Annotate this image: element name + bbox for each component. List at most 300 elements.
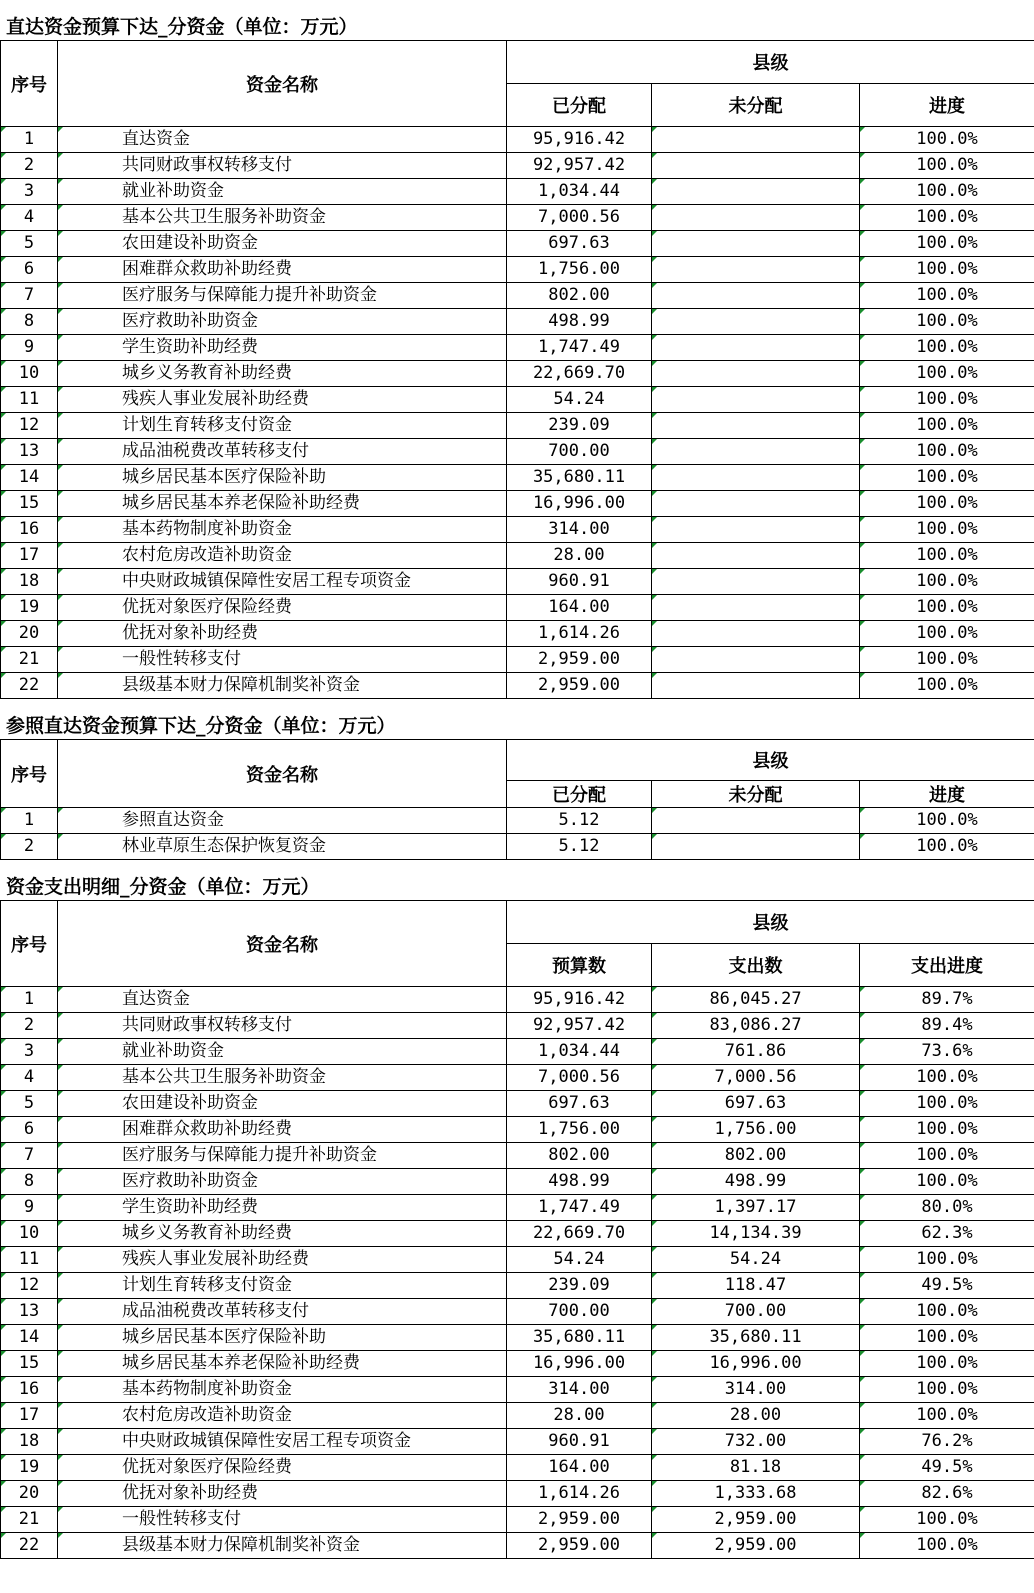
cell-col1: 1,034.44 — [507, 1039, 652, 1065]
header-fund-name: 资金名称 — [58, 740, 507, 808]
cell-index: 2 — [1, 153, 58, 179]
cell-fund-name: 中央财政城镇保障性安居工程专项资金 — [58, 1429, 507, 1455]
cell-col1: 35,680.11 — [507, 1325, 652, 1351]
table-row — [1, 1325, 1034, 1351]
header-budget: 预算数 — [507, 944, 652, 987]
cell-col3: 100.0% — [860, 491, 1034, 517]
header-unallocated: 未分配 — [652, 781, 860, 808]
table-body — [1, 127, 1034, 699]
cell-col1: 1,034.44 — [507, 179, 652, 205]
table-row — [1, 439, 1034, 465]
cell-col2 — [652, 309, 860, 335]
cell-fund-name: 基本公共卫生服务补助资金 — [58, 1065, 507, 1091]
cell-col2 — [652, 595, 860, 621]
cell-fund-name: 优抚对象医疗保险经费 — [58, 1455, 507, 1481]
section-title-reference-funds: 参照直达资金预算下达_分资金（单位：万元） — [6, 715, 396, 737]
cell-fund-name: 基本药物制度补助资金 — [58, 1377, 507, 1403]
cell-index: 7 — [1, 283, 58, 309]
cell-col1: 7,000.56 — [507, 205, 652, 231]
cell-col3: 100.0% — [860, 621, 1034, 647]
table-row — [1, 257, 1034, 283]
cell-col1: 16,996.00 — [507, 1351, 652, 1377]
section-title-direct-funds: 直达资金预算下达_分资金（单位：万元） — [6, 16, 358, 38]
cell-col1: 2,959.00 — [507, 1507, 652, 1533]
cell-fund-name: 参照直达资金 — [58, 808, 507, 834]
header-index: 序号 — [1, 41, 58, 127]
cell-col2: 697.63 — [652, 1091, 860, 1117]
cell-index: 5 — [1, 231, 58, 257]
cell-index: 15 — [1, 491, 58, 517]
header-progress: 进度 — [860, 84, 1034, 127]
cell-fund-name: 县级基本财力保障机制奖补资金 — [58, 673, 507, 699]
cell-index: 4 — [1, 205, 58, 231]
cell-index: 9 — [1, 1195, 58, 1221]
cell-index: 1 — [1, 127, 58, 153]
cell-col3: 100.0% — [860, 309, 1034, 335]
cell-col3: 100.0% — [860, 153, 1034, 179]
cell-col3: 100.0% — [860, 1325, 1034, 1351]
cell-col3: 100.0% — [860, 361, 1034, 387]
table-row — [1, 205, 1034, 231]
cell-col3: 100.0% — [860, 179, 1034, 205]
cell-col3: 100.0% — [860, 1403, 1034, 1429]
table-row — [1, 647, 1034, 673]
header-county-level: 县级 — [507, 901, 1034, 944]
cell-fund-name: 优抚对象医疗保险经费 — [58, 595, 507, 621]
cell-col3: 100.0% — [860, 127, 1034, 153]
header-index: 序号 — [1, 901, 58, 987]
cell-col2 — [652, 205, 860, 231]
cell-col1: 92,957.42 — [507, 1013, 652, 1039]
cell-col1: 498.99 — [507, 309, 652, 335]
table-row — [1, 1533, 1034, 1559]
header-allocated: 已分配 — [507, 84, 652, 127]
cell-col2 — [652, 335, 860, 361]
cell-index: 9 — [1, 335, 58, 361]
cell-index: 19 — [1, 1455, 58, 1481]
cell-col2: 1,333.68 — [652, 1481, 860, 1507]
cell-fund-name: 农村危房改造补助资金 — [58, 543, 507, 569]
cell-col3: 73.6% — [860, 1039, 1034, 1065]
cell-col3: 76.2% — [860, 1429, 1034, 1455]
cell-col2 — [652, 491, 860, 517]
table-row — [1, 127, 1034, 153]
cell-col2 — [652, 387, 860, 413]
cell-fund-name: 医疗服务与保障能力提升补助资金 — [58, 1143, 507, 1169]
table-row — [1, 1455, 1034, 1481]
cell-col2 — [652, 647, 860, 673]
table-row — [1, 283, 1034, 309]
cell-fund-name: 城乡义务教育补助经费 — [58, 1221, 507, 1247]
cell-index: 20 — [1, 1481, 58, 1507]
cell-index: 19 — [1, 595, 58, 621]
table-row — [1, 1247, 1034, 1273]
cell-col1: 498.99 — [507, 1169, 652, 1195]
cell-index: 13 — [1, 439, 58, 465]
cell-col2: 1,756.00 — [652, 1117, 860, 1143]
cell-col2: 498.99 — [652, 1169, 860, 1195]
cell-col1: 164.00 — [507, 1455, 652, 1481]
cell-col2: 761.86 — [652, 1039, 860, 1065]
cell-fund-name: 残疾人事业发展补助经费 — [58, 387, 507, 413]
cell-fund-name: 城乡居民基本养老保险补助经费 — [58, 491, 507, 517]
cell-col1: 54.24 — [507, 387, 652, 413]
table-row — [1, 987, 1034, 1013]
cell-col1: 2,959.00 — [507, 673, 652, 699]
table-row — [1, 1013, 1034, 1039]
cell-col1: 314.00 — [507, 517, 652, 543]
cell-fund-name: 直达资金 — [58, 127, 507, 153]
table-row — [1, 335, 1034, 361]
cell-col2 — [652, 283, 860, 309]
cell-index: 8 — [1, 309, 58, 335]
table-row — [1, 1429, 1034, 1455]
table-row — [1, 491, 1034, 517]
cell-index: 3 — [1, 1039, 58, 1065]
cell-index: 2 — [1, 834, 58, 860]
cell-fund-name: 学生资助补助经费 — [58, 335, 507, 361]
cell-col3: 100.0% — [860, 335, 1034, 361]
table-row — [1, 517, 1034, 543]
cell-col2 — [652, 808, 860, 834]
table-row — [1, 413, 1034, 439]
cell-col1: 35,680.11 — [507, 465, 652, 491]
cell-col2: 732.00 — [652, 1429, 860, 1455]
cell-col3: 49.5% — [860, 1455, 1034, 1481]
cell-col1: 5.12 — [507, 808, 652, 834]
table-row — [1, 1065, 1034, 1091]
cell-col3: 100.0% — [860, 808, 1034, 834]
cell-fund-name: 基本药物制度补助资金 — [58, 517, 507, 543]
cell-col3: 100.0% — [860, 205, 1034, 231]
table-row — [1, 1273, 1034, 1299]
cell-index: 6 — [1, 1117, 58, 1143]
cell-col1: 697.63 — [507, 1091, 652, 1117]
cell-fund-name: 林业草原生态保护恢复资金 — [58, 834, 507, 860]
cell-index: 11 — [1, 1247, 58, 1273]
cell-index: 17 — [1, 1403, 58, 1429]
cell-fund-name: 共同财政事权转移支付 — [58, 1013, 507, 1039]
table-row — [1, 1091, 1034, 1117]
cell-col1: 7,000.56 — [507, 1065, 652, 1091]
cell-fund-name: 困难群众救助补助经费 — [58, 1117, 507, 1143]
cell-fund-name: 医疗救助补助资金 — [58, 1169, 507, 1195]
cell-col1: 164.00 — [507, 595, 652, 621]
table-row — [1, 543, 1034, 569]
cell-col2 — [652, 543, 860, 569]
cell-col2 — [652, 127, 860, 153]
cell-col1: 314.00 — [507, 1377, 652, 1403]
cell-col1: 700.00 — [507, 439, 652, 465]
table-row — [1, 179, 1034, 205]
cell-fund-name: 优抚对象补助经费 — [58, 621, 507, 647]
cell-fund-name: 一般性转移支付 — [58, 647, 507, 673]
table-row — [1, 808, 1034, 834]
cell-col3: 100.0% — [860, 231, 1034, 257]
cell-col3: 80.0% — [860, 1195, 1034, 1221]
cell-col2: 83,086.27 — [652, 1013, 860, 1039]
cell-col1: 1,756.00 — [507, 257, 652, 283]
cell-index: 12 — [1, 1273, 58, 1299]
cell-fund-name: 农田建设补助资金 — [58, 1091, 507, 1117]
cell-fund-name: 直达资金 — [58, 987, 507, 1013]
cell-fund-name: 优抚对象补助经费 — [58, 1481, 507, 1507]
cell-index: 10 — [1, 361, 58, 387]
table-row — [1, 569, 1034, 595]
cell-fund-name: 基本公共卫生服务补助资金 — [58, 205, 507, 231]
table-row — [1, 309, 1034, 335]
table-direct-funds — [0, 40, 1034, 699]
cell-index: 22 — [1, 1533, 58, 1559]
cell-fund-name: 一般性转移支付 — [58, 1507, 507, 1533]
section-title-expenditure-detail: 资金支出明细_分资金（单位：万元） — [6, 876, 320, 898]
cell-col3: 100.0% — [860, 834, 1034, 860]
table-row — [1, 1039, 1034, 1065]
cell-col3: 100.0% — [860, 1065, 1034, 1091]
table-row — [1, 621, 1034, 647]
cell-col3: 100.0% — [860, 283, 1034, 309]
cell-col2: 2,959.00 — [652, 1507, 860, 1533]
cell-fund-name: 计划生育转移支付资金 — [58, 413, 507, 439]
cell-fund-name: 成品油税费改革转移支付 — [58, 1299, 507, 1325]
table-row — [1, 1143, 1034, 1169]
cell-col1: 802.00 — [507, 283, 652, 309]
table-row — [1, 1377, 1034, 1403]
cell-col1: 16,996.00 — [507, 491, 652, 517]
cell-col1: 1,614.26 — [507, 1481, 652, 1507]
table-expenditure-detail — [0, 900, 1034, 1559]
table-row — [1, 387, 1034, 413]
cell-fund-name: 共同财政事权转移支付 — [58, 153, 507, 179]
cell-col3: 100.0% — [860, 413, 1034, 439]
table-row — [1, 1169, 1034, 1195]
cell-col2: 86,045.27 — [652, 987, 860, 1013]
table-row — [1, 1299, 1034, 1325]
table-row — [1, 231, 1034, 257]
table-row — [1, 153, 1034, 179]
cell-fund-name: 成品油税费改革转移支付 — [58, 439, 507, 465]
cell-index: 8 — [1, 1169, 58, 1195]
cell-col3: 100.0% — [860, 1377, 1034, 1403]
header-allocated: 已分配 — [507, 781, 652, 808]
cell-index: 5 — [1, 1091, 58, 1117]
cell-col2: 802.00 — [652, 1143, 860, 1169]
cell-fund-name: 城乡居民基本养老保险补助经费 — [58, 1351, 507, 1377]
cell-col2 — [652, 153, 860, 179]
cell-col3: 100.0% — [860, 543, 1034, 569]
cell-col2: 314.00 — [652, 1377, 860, 1403]
cell-col1: 22,669.70 — [507, 1221, 652, 1247]
cell-index: 11 — [1, 387, 58, 413]
cell-col3: 100.0% — [860, 673, 1034, 699]
cell-fund-name: 城乡居民基本医疗保险补助 — [58, 1325, 507, 1351]
cell-col3: 100.0% — [860, 1169, 1034, 1195]
cell-fund-name: 中央财政城镇保障性安居工程专项资金 — [58, 569, 507, 595]
cell-index: 21 — [1, 1507, 58, 1533]
cell-fund-name: 就业补助资金 — [58, 179, 507, 205]
cell-col3: 100.0% — [860, 517, 1034, 543]
cell-col3: 100.0% — [860, 1117, 1034, 1143]
cell-col2 — [652, 569, 860, 595]
header-fund-name: 资金名称 — [58, 901, 507, 987]
cell-col2 — [652, 439, 860, 465]
cell-col3: 100.0% — [860, 387, 1034, 413]
table-row — [1, 1117, 1034, 1143]
cell-index: 12 — [1, 413, 58, 439]
cell-col2: 7,000.56 — [652, 1065, 860, 1091]
cell-col1: 1,614.26 — [507, 621, 652, 647]
table-row — [1, 1403, 1034, 1429]
cell-col2: 700.00 — [652, 1299, 860, 1325]
cell-col2: 35,680.11 — [652, 1325, 860, 1351]
cell-index: 4 — [1, 1065, 58, 1091]
cell-col2: 2,959.00 — [652, 1533, 860, 1559]
cell-index: 1 — [1, 987, 58, 1013]
cell-fund-name: 医疗服务与保障能力提升补助资金 — [58, 283, 507, 309]
header-expenditure: 支出数 — [652, 944, 860, 987]
cell-index: 1 — [1, 808, 58, 834]
cell-fund-name: 学生资助补助经费 — [58, 1195, 507, 1221]
cell-col1: 22,669.70 — [507, 361, 652, 387]
table-row — [1, 1195, 1034, 1221]
cell-col2: 14,134.39 — [652, 1221, 860, 1247]
table-row — [1, 595, 1034, 621]
table-row — [1, 1481, 1034, 1507]
cell-col3: 100.0% — [860, 1299, 1034, 1325]
header-county-level: 县级 — [507, 41, 1034, 84]
table-row — [1, 1221, 1034, 1247]
cell-col3: 89.7% — [860, 987, 1034, 1013]
header-unallocated: 未分配 — [652, 84, 860, 127]
header-county-level: 县级 — [507, 740, 1034, 781]
cell-col1: 1,747.49 — [507, 1195, 652, 1221]
cell-fund-name: 县级基本财力保障机制奖补资金 — [58, 1533, 507, 1559]
cell-index: 2 — [1, 1013, 58, 1039]
cell-col1: 28.00 — [507, 1403, 652, 1429]
cell-col1: 2,959.00 — [507, 1533, 652, 1559]
table-reference-funds — [0, 739, 1034, 860]
header-progress: 进度 — [860, 781, 1034, 808]
cell-col2 — [652, 834, 860, 860]
cell-col1: 239.09 — [507, 1273, 652, 1299]
cell-col1: 2,959.00 — [507, 647, 652, 673]
cell-index: 18 — [1, 1429, 58, 1455]
cell-col2 — [652, 413, 860, 439]
cell-col3: 82.6% — [860, 1481, 1034, 1507]
table-row — [1, 834, 1034, 860]
cell-col3: 49.5% — [860, 1273, 1034, 1299]
cell-index: 13 — [1, 1299, 58, 1325]
cell-fund-name: 医疗救助补助资金 — [58, 309, 507, 335]
cell-col1: 92,957.42 — [507, 153, 652, 179]
cell-fund-name: 城乡居民基本医疗保险补助 — [58, 465, 507, 491]
cell-col2: 16,996.00 — [652, 1351, 860, 1377]
cell-col3: 100.0% — [860, 1351, 1034, 1377]
cell-index: 14 — [1, 465, 58, 491]
cell-col3: 100.0% — [860, 1091, 1034, 1117]
cell-col2 — [652, 257, 860, 283]
cell-col3: 62.3% — [860, 1221, 1034, 1247]
cell-fund-name: 困难群众救助补助经费 — [58, 257, 507, 283]
cell-col2 — [652, 361, 860, 387]
cell-col1: 697.63 — [507, 231, 652, 257]
cell-col2 — [652, 465, 860, 491]
cell-col1: 802.00 — [507, 1143, 652, 1169]
cell-index: 16 — [1, 1377, 58, 1403]
cell-index: 10 — [1, 1221, 58, 1247]
cell-index: 17 — [1, 543, 58, 569]
cell-index: 22 — [1, 673, 58, 699]
cell-index: 21 — [1, 647, 58, 673]
table-body — [1, 987, 1034, 1559]
cell-index: 3 — [1, 179, 58, 205]
table-row — [1, 1507, 1034, 1533]
table-row — [1, 1351, 1034, 1377]
cell-col1: 95,916.42 — [507, 987, 652, 1013]
cell-col1: 239.09 — [507, 413, 652, 439]
table-row — [1, 673, 1034, 699]
cell-col1: 95,916.42 — [507, 127, 652, 153]
cell-col1: 54.24 — [507, 1247, 652, 1273]
cell-fund-name: 就业补助资金 — [58, 1039, 507, 1065]
cell-col3: 100.0% — [860, 569, 1034, 595]
cell-col1: 28.00 — [507, 543, 652, 569]
cell-index: 16 — [1, 517, 58, 543]
cell-index: 6 — [1, 257, 58, 283]
header-expenditure-progress: 支出进度 — [860, 944, 1034, 987]
table-row — [1, 361, 1034, 387]
cell-fund-name: 计划生育转移支付资金 — [58, 1273, 507, 1299]
cell-col1: 5.12 — [507, 834, 652, 860]
cell-col1: 960.91 — [507, 569, 652, 595]
cell-col3: 100.0% — [860, 1143, 1034, 1169]
cell-col3: 100.0% — [860, 1507, 1034, 1533]
table-row — [1, 465, 1034, 491]
cell-col1: 1,756.00 — [507, 1117, 652, 1143]
cell-col2 — [652, 231, 860, 257]
cell-col2 — [652, 179, 860, 205]
cell-col2: 54.24 — [652, 1247, 860, 1273]
cell-col3: 100.0% — [860, 595, 1034, 621]
cell-col2 — [652, 517, 860, 543]
cell-col3: 100.0% — [860, 647, 1034, 673]
cell-col3: 100.0% — [860, 1533, 1034, 1559]
cell-index: 7 — [1, 1143, 58, 1169]
cell-index: 20 — [1, 621, 58, 647]
table-body — [1, 808, 1034, 860]
cell-col3: 89.4% — [860, 1013, 1034, 1039]
cell-col2: 118.47 — [652, 1273, 860, 1299]
cell-col3: 100.0% — [860, 257, 1034, 283]
cell-fund-name: 农田建设补助资金 — [58, 231, 507, 257]
cell-fund-name: 残疾人事业发展补助经费 — [58, 1247, 507, 1273]
cell-col2 — [652, 673, 860, 699]
cell-fund-name: 城乡义务教育补助经费 — [58, 361, 507, 387]
cell-col2: 28.00 — [652, 1403, 860, 1429]
cell-col1: 1,747.49 — [507, 335, 652, 361]
cell-col2 — [652, 621, 860, 647]
cell-col3: 100.0% — [860, 439, 1034, 465]
header-fund-name: 资金名称 — [58, 41, 507, 127]
cell-col2: 81.18 — [652, 1455, 860, 1481]
cell-index: 14 — [1, 1325, 58, 1351]
cell-col2: 1,397.17 — [652, 1195, 860, 1221]
cell-col1: 700.00 — [507, 1299, 652, 1325]
cell-col3: 100.0% — [860, 465, 1034, 491]
cell-col3: 100.0% — [860, 1247, 1034, 1273]
header-index: 序号 — [1, 740, 58, 808]
cell-fund-name: 农村危房改造补助资金 — [58, 1403, 507, 1429]
